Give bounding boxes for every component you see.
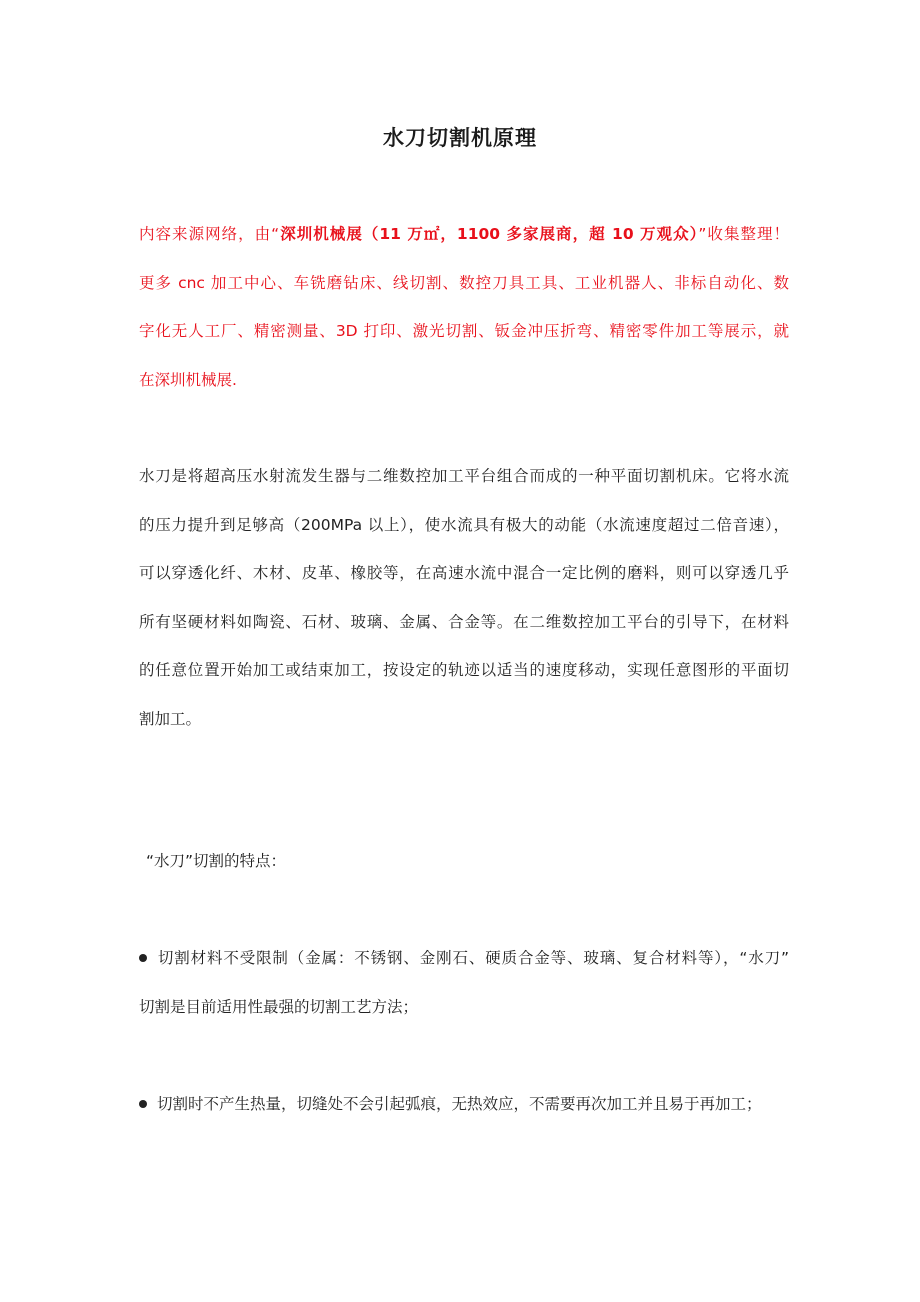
body-line-1: 水刀是将超高压水射流发生器与二维数控加工平台组合而成的一种平面切割机床。它将水流 xyxy=(139,467,789,485)
document-title: 水刀切割机原理 xyxy=(383,126,537,150)
body-line-2: 的压力提升到足够高（200MPa 以上），使水流具有极大的动能（水流速度超过二倍音速）， xyxy=(139,515,789,534)
feature-item-2 xyxy=(139,1080,789,1129)
feature-item-1 xyxy=(139,934,789,1031)
body-paragraph xyxy=(139,452,789,743)
feature-1-line-2: 切割是目前适用性最强的切割工艺方法； xyxy=(139,997,419,1016)
body-line-3: 可以穿透化纤、木材、皮革、橡胶等，在高速水流中混合一定比例的磨料，则可以穿透几乎 xyxy=(139,564,789,582)
intro-paragraph xyxy=(139,210,789,404)
body-line-4: 所有坚硬材料如陶瓷、石材、玻璃、金属、合金等。在二维数控加工平台的引导下，在材料 xyxy=(139,612,789,631)
intro-line-3: 字化无人工厂、精密测量、3D 打印、激光切割、钣金冲压折弯、精密零件加工等展示，就 xyxy=(139,322,789,340)
feature-2-line-1 xyxy=(139,1080,789,1129)
intro-suffix: ”收集整理！ xyxy=(698,225,790,243)
intro-prefix: 内容来源网络，由“ xyxy=(139,225,280,243)
bullet-icon xyxy=(139,954,147,962)
features-heading: “水刀”切割的特点： xyxy=(146,852,287,870)
feature-1-line-1 xyxy=(139,934,789,983)
intro-line-1 xyxy=(139,210,789,259)
body-line-6: 割加工。 xyxy=(139,709,202,728)
intro-line-2: 更多 cnc 加工中心、车铣磨钻床、线切割、数控刀具工具、工业机器人、非标自动化、数 xyxy=(139,273,789,292)
feature-1-text-1: 切割材料不受限制（金属：不锈钢、金刚石、硬质合金等、玻璃、复合材料等），“水刀” xyxy=(157,949,789,967)
bullet-icon xyxy=(139,1100,147,1108)
feature-2-text-1: 切割时不产生热量，切缝处不会引起弧痕，无热效应，不需要再次加工并且易于再加工； xyxy=(157,1095,762,1113)
expo-name: 深圳机械展（11 万㎡，1100 多家展商，超 10 万观众） xyxy=(279,225,699,243)
intro-line-4: 在深圳机械展. xyxy=(139,370,237,389)
body-line-5: 的任意位置开始加工或结束加工，按设定的轨迹以适当的速度移动，实现任意图形的平面切 xyxy=(139,661,789,679)
